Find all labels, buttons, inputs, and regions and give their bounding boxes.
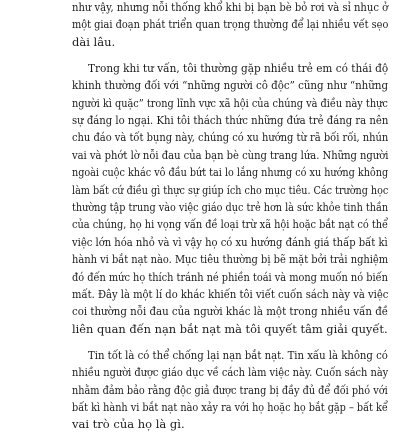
text-line: mất. Đây là một lí do khác khiến tôi viết cuốn sách này và việc (72, 287, 389, 301)
text-line: khinh thường đối với “những người cô độc” cũng như “những (72, 78, 389, 93)
text-line: nhằm đảm bảo rằng độc giả được trang bị đầy đủ để đối phó với (72, 382, 388, 397)
text-line: sự đáng lo ngại. Khi tôi thách thức những đứa trẻ đáng ra nên (72, 113, 389, 127)
text-line: dài lâu. (72, 34, 116, 49)
text-line: làm bất cứ điều gì thực sự giúp ích cho mục tiêu. Các trường học (72, 182, 389, 197)
text-line: bất kì hành vi bắt nạt nào xảy ra với họ hoặc họ bắt gặp – bất kể (72, 400, 388, 414)
text-line: như vậy, nhưng nỗi thống khổ khi bị bạn bè bỏ rơi và sỉ nhục ở (72, 0, 389, 14)
text-line: liên quan đến nạn bắt nạt mà tôi quyết tâm giải quyết. (72, 321, 388, 336)
text-line: hành vi bắt nạt nào. Mục tiêu thường bị bẽ mặt bởi trải nghiệm (72, 252, 389, 267)
text-line: một giai đoạn phát triển quan trọng thường để lại nhiều vết sẹo (72, 17, 389, 32)
text-line: nhiều người được giáo dục về cách làm việc này. Cuốn sách này (72, 365, 389, 380)
text-line: coi thường nỗi đau của người khác là một trong nhiều vấn đề (72, 304, 389, 319)
text-line: chu đáo và tốt bụng này, chúng có xu hướng từ rã bối rối, nhún (72, 130, 389, 145)
text-line: người kì quặc” trong lĩnh vực xã hội của chúng và điều này thực (72, 95, 388, 110)
text-line: của chúng, họ hi vọng vấn đề loại trừ xã hội hoặc bắt nạt có thể (72, 217, 389, 232)
text-line: việc lớn hóa nhỏ và vì vậy họ có xu hướng đánh giá thấp bất kì (72, 234, 388, 249)
text-line: thường tập trung vào việc giáo dục trẻ hơn là sức khỏe tinh thần (72, 200, 389, 214)
text-line: vai trò của họ là gì. (72, 417, 185, 432)
text-line: Trong khi tư vấn, tôi thường gặp nhiều trẻ em có thái độ (88, 60, 389, 75)
text-line: ngoài cuộc khác vô đầu bứt tai lo lắng nhưng có xu hướng không (72, 165, 389, 180)
text-line: Tin tốt là có thể chống lại nạn bắt nạt. Tin xấu là không có (88, 347, 388, 362)
text-line: đó đến mức họ thích tránh né phiền toái và mong muốn nó biến (72, 269, 388, 284)
text-line: vai và phớt lờ nỗi đau của bạn bè cùng trang lứa. Những người (72, 147, 389, 162)
